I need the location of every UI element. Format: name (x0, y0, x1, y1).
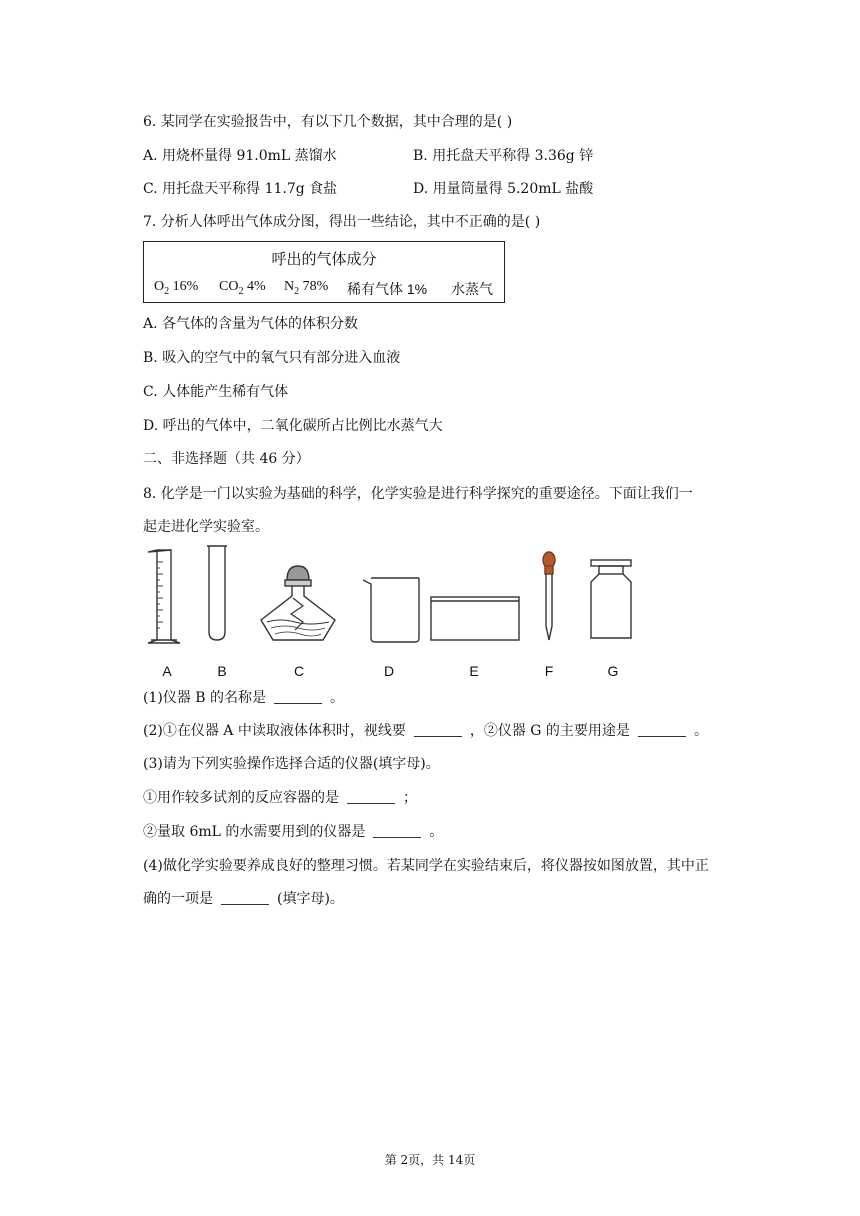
gas-n2: $N_2$ 78% (284, 279, 329, 297)
q7-option-b: B. 吸入的空气中的氧气只有部分进入血液 (143, 350, 401, 366)
q8-part3-1: ①用作较多试剂的反应容器的是 ； (143, 790, 417, 806)
answer-blank[interactable] (221, 890, 269, 905)
apparatus-label: A (162, 663, 172, 679)
test-tube-icon (207, 546, 227, 640)
q7-option-c: C. 人体能产生稀有气体 (143, 384, 289, 400)
water-trough-icon (431, 597, 519, 640)
gas-co2: $CO_2$ 4% (219, 279, 266, 297)
gas-o2: $O_2$ 16% (154, 279, 199, 297)
apparatus-label: E (469, 663, 479, 679)
gas-table-title: 呼出的气体成分 (271, 251, 377, 268)
alcohol-lamp-icon (261, 566, 335, 640)
apparatus-label: C (293, 663, 305, 679)
q8-part4-line1: (4)做化学实验要养成良好的整理习惯。若某同学在实验结束后，将仪器按如图放置，其中正 (143, 858, 709, 874)
apparatus-label: D (383, 663, 395, 679)
q6-stem: 6. 某同学在实验报告中，有以下几个数据，其中合理的是( ) (143, 114, 513, 130)
apparatus-label: G (607, 663, 619, 679)
reagent-bottle-icon (591, 560, 631, 638)
beaker-icon (363, 578, 419, 642)
gas-rare: 稀有气体 1% (347, 281, 428, 297)
q8-part3-2: ②量取 6mL 的水需要用到的仪器是 。 (143, 824, 444, 840)
answer-blank[interactable] (414, 722, 462, 737)
apparatus-label: B (217, 663, 227, 679)
q6-option-c: C. 用托盘天平称得 11.7g 食盐 (143, 181, 338, 197)
answer-blank[interactable] (373, 823, 421, 838)
q7-option-d: D. 呼出的气体中，二氧化碳所占比例比水蒸气大 (143, 418, 443, 434)
dropper-icon (543, 552, 555, 640)
q8-part1: (1)仪器 B 的名称是 。 (143, 690, 345, 706)
q6-option-d: D. 用量筒量得 5.20mL 盐酸 (413, 181, 594, 197)
apparatus-label: F (544, 663, 554, 679)
answer-blank[interactable] (638, 722, 686, 737)
q6-option-b: B. 用托盘天平称得 3.36g 锌 (413, 148, 594, 164)
q7-stem: 7. 分析人体呼出气体成分图，得出一些结论，其中不正确的是( ) (143, 214, 541, 230)
q7-option-a: A. 各气体的含量为气体的体积分数 (143, 316, 359, 332)
q8-part3: (3)请为下列实验操作选择合适的仪器(填字母)。 (143, 756, 440, 772)
q8-stem-line1: 8. 化学是一门以实验为基础的科学，化学实验是进行科学探究的重要途径。下面让我们一 (143, 486, 693, 502)
section-title: 二、非选择题（共 46 分） (143, 451, 310, 467)
q8-part2: (2)①在仪器 A 中读取液体体积时，视线要 ，②仪器 G 的主要用途是 。 (143, 723, 708, 739)
q8-part4-line2: 确的一项是 (填字母)。 (143, 891, 344, 907)
answer-blank[interactable] (274, 689, 322, 704)
q8-stem-line2: 起走进化学实验室。 (143, 519, 269, 535)
apparatus-figure (135, 540, 645, 680)
page-footer: 第 2页，共 14页 (384, 1153, 476, 1167)
graduated-cylinder-icon (148, 550, 180, 643)
gas-composition-table (143, 241, 505, 303)
gas-vapor: 水蒸气 (451, 281, 493, 297)
answer-blank[interactable] (347, 789, 395, 804)
q6-option-a: A. 用烧杯量得 91.0mL 蒸馏水 (143, 148, 337, 164)
